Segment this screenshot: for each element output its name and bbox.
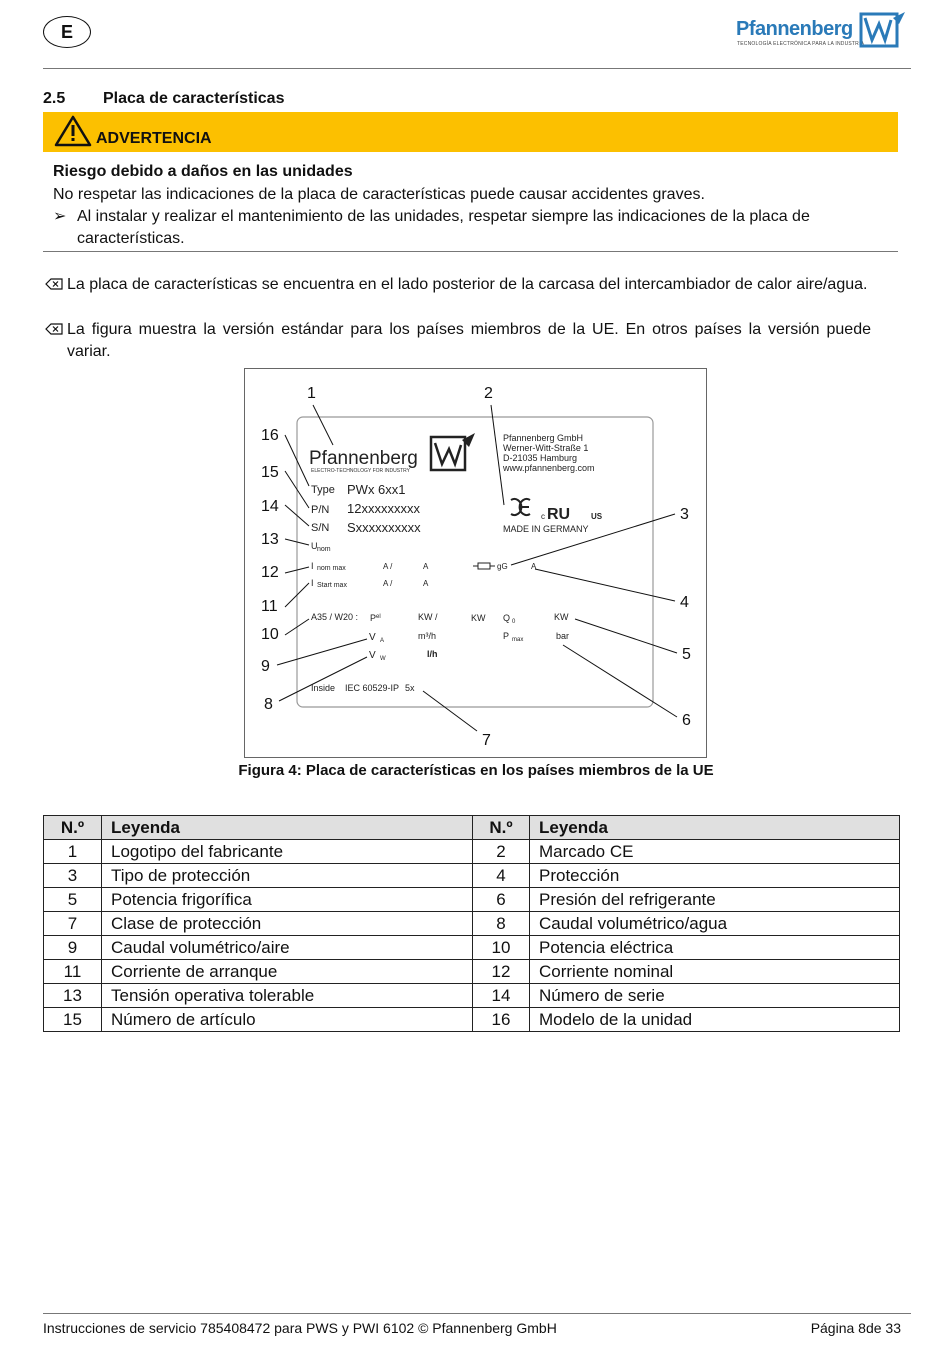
plate-amp-unit: A / [383, 562, 393, 571]
legend-number-cell: 8 [473, 912, 530, 936]
legend-number-cell: 15 [44, 1008, 102, 1032]
legend-number-cell: 5 [44, 888, 102, 912]
warning-triangle-icon [54, 115, 92, 147]
plate-fuse: gG [497, 562, 508, 571]
warning-step [53, 206, 873, 250]
table-row [44, 984, 900, 1008]
callout-6: 6 [682, 712, 691, 729]
legend-number-cell: 2 [473, 840, 530, 864]
plate-pn-label: P/N [311, 504, 330, 516]
plate-vw: V [369, 650, 376, 661]
legend-text-cell: Número de artículo [102, 1008, 473, 1032]
callout-1: 1 [307, 385, 316, 402]
plate-lh: l/h [427, 649, 438, 659]
plate-pmax-sub: max [512, 637, 524, 643]
language-badge: E [43, 16, 91, 48]
plate-vw-sub: W [380, 656, 386, 662]
callout-15: 15 [261, 464, 279, 481]
plate-va-sub: A [380, 638, 385, 644]
plate-inside: Inside [311, 683, 336, 693]
callout-10: 10 [261, 626, 279, 643]
plate-address-line: Werner-Witt-Straße 1 [503, 443, 589, 453]
legend-text-cell: Marcado CE [530, 840, 900, 864]
header-divider [43, 68, 911, 69]
legend-number-cell: 16 [473, 1008, 530, 1032]
column-header: Leyenda [530, 816, 900, 840]
plate-unom: U [311, 541, 318, 551]
footer-page-number: Página 8de 33 [810, 1320, 901, 1336]
table-row [44, 888, 900, 912]
callout-7: 7 [482, 732, 491, 749]
footer-divider [43, 1313, 911, 1314]
legend-text-cell: Corriente nominal [530, 960, 900, 984]
note-text: La figura muestra la versión estándar para los países miembros de la UE. En otros países la versión puede variar. [67, 321, 871, 360]
legend-number-cell: 1 [44, 840, 102, 864]
plate-address-line: Pfannenberg GmbH [503, 433, 584, 443]
callout-8: 8 [264, 696, 273, 713]
plate-brand-tagline: ELECTRO-TECHNOLOGY FOR INDUSTRY [311, 468, 410, 474]
legend-number-cell: 14 [473, 984, 530, 1008]
legend-number-cell: 4 [473, 864, 530, 888]
footer-document-info: Instrucciones de servicio 785408472 para PWS y PWI 6102 © Pfannenberg GmbH [43, 1320, 557, 1336]
plate-pel-sub: el [376, 614, 381, 620]
legend-text-cell: Tensión operativa tolerable [102, 984, 473, 1008]
plate-type-value: PWx 6xx1 [347, 482, 406, 497]
callout-11: 11 [261, 598, 278, 615]
plate-kw: KW [554, 612, 569, 622]
callout-16: 16 [261, 427, 279, 444]
plate-inom-sub: nom max [317, 565, 346, 572]
legend-text-cell: Protección [530, 864, 900, 888]
svg-text:RU: RU [547, 506, 571, 523]
legend-text-cell: Tipo de protección [102, 864, 473, 888]
section-title: Placa de características [103, 90, 285, 107]
callout-2: 2 [484, 385, 493, 402]
plate-amp-unit: A / [383, 579, 393, 588]
warning-step-text: Al instalar y realizar el mantenimiento de las unidades, respetar siempre las indicaciones de la placa de características. [77, 208, 810, 247]
plate-unom-sub: nom [317, 546, 331, 553]
legend-text-cell: Caudal volumétrico/aire [102, 936, 473, 960]
table-row [44, 864, 900, 888]
warning-title: Riesgo debido a daños en las unidades [53, 163, 353, 180]
legend-text-cell: Corriente de arranque [102, 960, 473, 984]
callout-14: 14 [261, 498, 279, 515]
legend-text-cell: Presión del refrigerante [530, 888, 900, 912]
plate-m3h: m³/h [418, 631, 436, 641]
legend-number-cell: 3 [44, 864, 102, 888]
plate-q0-sub: 0 [512, 619, 516, 625]
callout-9: 9 [261, 658, 270, 675]
callout-4: 4 [680, 594, 689, 611]
legend-text-cell: Clase de protección [102, 912, 473, 936]
column-header: Leyenda [102, 816, 473, 840]
plate-address-line: www.pfannenberg.com [503, 463, 595, 473]
plate-brand: Pfannenberg [309, 448, 418, 469]
plate-5x: 5x [405, 683, 415, 693]
svg-text:US: US [591, 512, 603, 521]
plate-va: V [369, 632, 376, 643]
figure-caption: Figura 4: Placa de características en los países miembros de la UE [238, 762, 714, 779]
nameplate-figure [244, 368, 707, 758]
legend-text-cell: Potencia frigorífica [102, 888, 473, 912]
legend-text-cell: Caudal volumétrico/agua [530, 912, 900, 936]
legend-table-body [44, 840, 900, 1032]
legend-text-cell: Modelo de la unidad [530, 1008, 900, 1032]
plate-istart-sub: Start max [317, 582, 347, 589]
note-pointer-icon [45, 323, 63, 335]
nameplate-drawing [245, 369, 706, 757]
legend-number-cell: 6 [473, 888, 530, 912]
plate-sn-value: Sxxxxxxxxxx [347, 520, 421, 535]
plate-kw: KW [471, 613, 486, 623]
legend-text-cell: Potencia eléctrica [530, 936, 900, 960]
plate-address-line: D-21035 Hamburg [503, 453, 578, 463]
column-header: N.º [473, 816, 530, 840]
plate-bar: bar [556, 631, 570, 641]
plate-sn-label: S/N [311, 522, 330, 534]
note-pointer-icon [45, 278, 63, 290]
svg-text:c: c [541, 512, 545, 521]
callout-5: 5 [682, 646, 691, 663]
plate-amp: A [423, 579, 429, 588]
legend-number-cell: 13 [44, 984, 102, 1008]
arrow-bullet-icon: ➢ [53, 208, 67, 225]
table-row [44, 1008, 900, 1032]
legend-table [43, 815, 900, 1032]
plate-kw: KW / [418, 612, 438, 622]
company-logo [736, 8, 908, 54]
plate-inom: I [311, 561, 314, 571]
plate-pmax: P [503, 631, 510, 641]
note-item [45, 274, 871, 296]
warning-divider [43, 251, 898, 252]
legend-number-cell: 11 [44, 960, 102, 984]
plate-fuse-unit: A [531, 562, 537, 571]
logo-tagline: TECNOLOGÍA ELECTRÓNICA PARA LA INDUSTRIA [737, 41, 865, 47]
table-row [44, 840, 900, 864]
plate-q0: Q [503, 613, 511, 623]
logo-mark-icon [859, 10, 907, 50]
plate-pn-value: 12xxxxxxxxx [347, 501, 420, 516]
plate-made-in: MADE IN GERMANY [503, 524, 589, 534]
legend-number-cell: 10 [473, 936, 530, 960]
table-row [44, 960, 900, 984]
callout-13: 13 [261, 531, 279, 548]
warning-label: ADVERTENCIA [96, 130, 212, 147]
section-number: 2.5 [43, 90, 66, 107]
table-row [44, 936, 900, 960]
legend-number-cell: 7 [44, 912, 102, 936]
plate-amp: A [423, 562, 429, 571]
plate-iec: IEC 60529-IP [345, 683, 400, 693]
note-item [45, 319, 871, 363]
legend-text-cell: Logotipo del fabricante [102, 840, 473, 864]
warning-banner [43, 112, 898, 152]
plate-istart: I [311, 578, 314, 588]
column-header: N.º [44, 816, 102, 840]
table-header-row [44, 816, 900, 840]
table-row [44, 912, 900, 936]
legend-text-cell: Número de serie [530, 984, 900, 1008]
plate-type-label: Type [311, 484, 335, 496]
plate-pel: P [370, 613, 377, 623]
callout-12: 12 [261, 564, 279, 581]
legend-number-cell: 9 [44, 936, 102, 960]
callout-3: 3 [680, 506, 689, 523]
warning-text: No respetar las indicaciones de la placa de características puede causar accidentes graves. [53, 186, 705, 203]
note-text: La placa de características se encuentra en el lado posterior de la carcasa del intercambiador de calor aire/agua. [67, 276, 868, 293]
legend-number-cell: 12 [473, 960, 530, 984]
logo-text: Pfannenberg [736, 18, 853, 40]
plate-a35-w20: A35 / W20 : [311, 612, 359, 622]
